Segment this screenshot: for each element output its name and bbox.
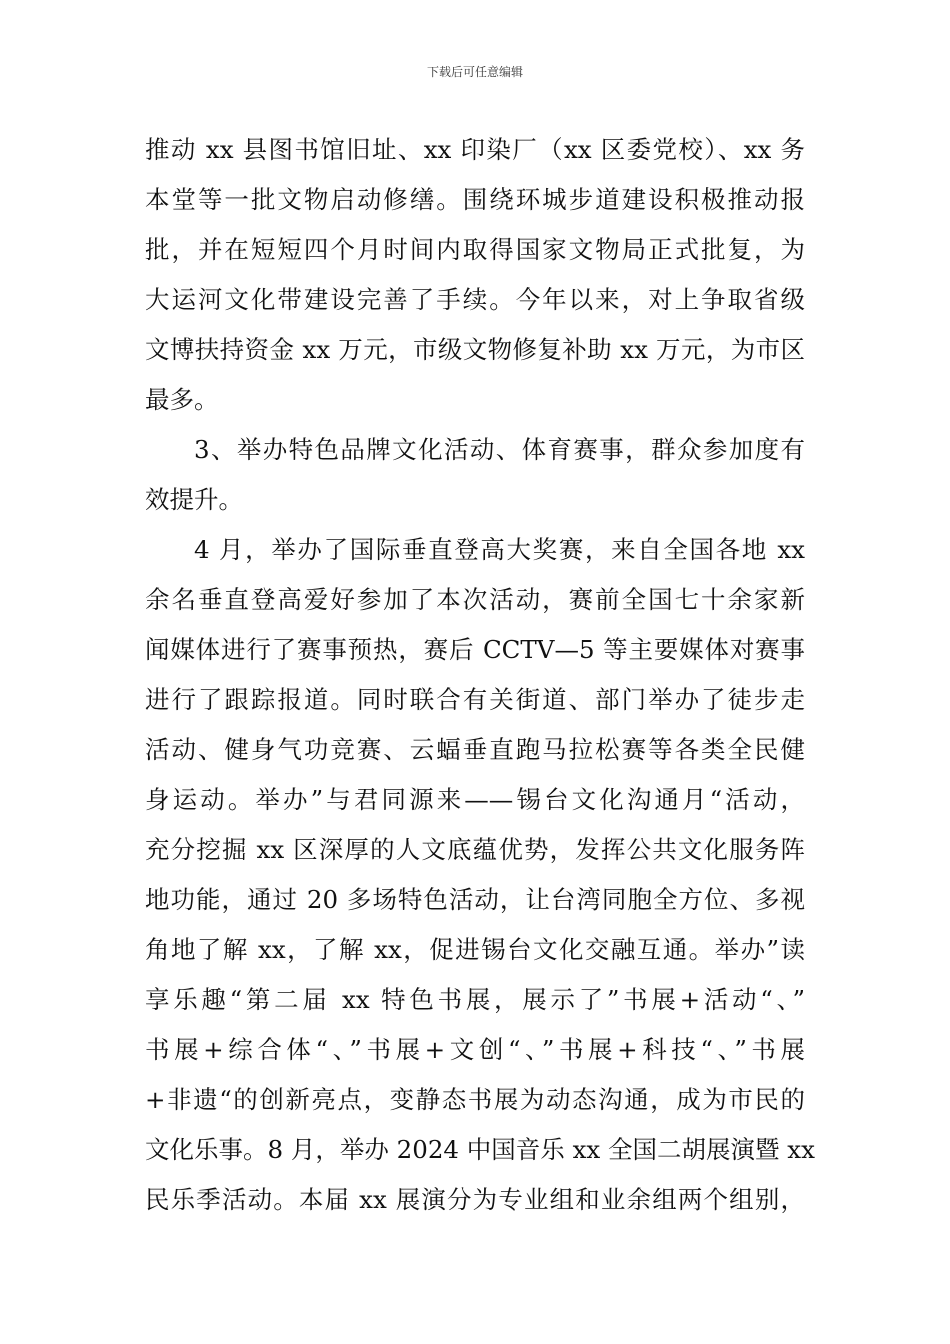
text-line: 活动、健身气功竞赛、云蝠垂直跑马拉松赛等各类全民健 — [145, 735, 805, 764]
text-line: 文化乐事。8 月，举办 2024 中国音乐 xx 全国二胡展演暨 xx — [145, 1135, 815, 1164]
text-line: 最多。 — [145, 385, 219, 414]
paragraph-3 — [145, 525, 815, 1225]
text-line: 书展+综合体“、”书展+文创“、”书展+科技“、”书展 — [145, 1035, 805, 1064]
text-line: +非遗“的创新亮点，变静态书展为动态沟通，成为市民的 — [145, 1085, 805, 1114]
text-line: 效提升。 — [145, 485, 243, 514]
text-line: 民乐季活动。本届 xx 展演分为专业组和业余组两个组别， — [145, 1185, 805, 1214]
text-line: 身运动。举办”与君同源来——锡台文化沟通月“活动， — [145, 785, 805, 814]
text-line: 进行了跟踪报道。同时联合有关街道、部门举办了徒步走 — [145, 685, 805, 714]
text-line: 充分挖掘 xx 区深厚的人文底蕴优势，发挥公共文化服务阵 — [145, 835, 805, 864]
text-line: 批，并在短短四个月时间内取得国家文物局正式批复，为 — [145, 235, 805, 264]
text-line: 4 月，举办了国际垂直登高大奖赛，来自全国各地 xx — [194, 535, 805, 564]
text-line: 余名垂直登高爱好参加了本次活动，赛前全国七十余家新 — [145, 585, 805, 614]
paragraph-2 — [145, 425, 805, 525]
text-line: 3、举办特色品牌文化活动、体育赛事，群众参加度有 — [194, 435, 805, 464]
text-line: 文博扶持资金 xx 万元，市级文物修复补助 xx 万元，为市区 — [145, 335, 805, 364]
text-line: 地功能，通过 20 多场特色活动，让台湾同胞全方位、多视 — [145, 885, 805, 914]
document-body — [145, 125, 815, 1225]
text-line: 享乐趣“第二届 xx 特色书展，展示了”书展+活动“、” — [145, 985, 805, 1014]
text-line: 推动 xx 县图书馆旧址、xx 印染厂（xx 区委党校）、xx 务 — [145, 135, 805, 164]
text-line: 本堂等一批文物启动修缮。围绕环城步道建设积极推动报 — [145, 185, 805, 214]
page-header: 下载后可任意编辑 — [426, 65, 523, 79]
paragraph-1 — [145, 125, 805, 425]
text-line: 大运河文化带建设完善了手续。今年以来，对上争取省级 — [145, 285, 805, 314]
text-line: 闻媒体进行了赛事预热，赛后 CCTV—5 等主要媒体对赛事 — [145, 635, 805, 664]
text-line: 角地了解 xx，了解 xx，促进锡台文化交融互通。举办”读 — [145, 935, 805, 964]
